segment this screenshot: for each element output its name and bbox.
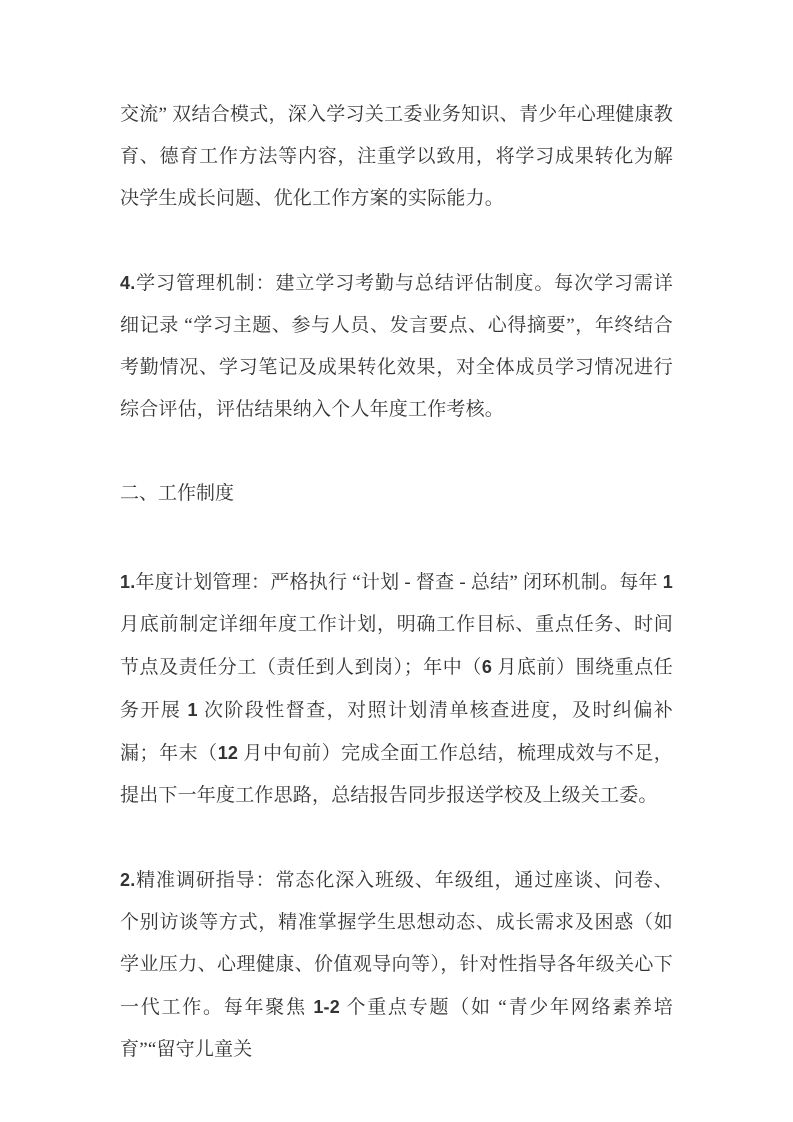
inline-number: 1: [187, 700, 198, 720]
inline-number: 1: [662, 572, 673, 592]
inline-number: 12: [217, 743, 239, 763]
paragraph-precise-research-guidance: 2.精准调研指导：常态化深入班级、年级组，通过座谈、问卷、个别访谈等方式，精准掌握学生思想动态、成长需求及困惑（如学业压力、心理健康、价值观导向等），针对性指导各年级关心下一代工作。每年聚焦 1-2 个重点专题（如 “青少年网络素养培育”“留守儿童关: [120, 870, 673, 1060]
inline-number: 1.: [120, 572, 136, 592]
inline-number: 6: [481, 657, 493, 677]
inline-number: 2.: [120, 870, 136, 890]
inline-number: 4.: [120, 273, 136, 293]
section-heading-work-system: 二、工作制度: [120, 483, 235, 504]
paragraph-learning-management-mechanism: 4.学习管理机制：建立学习考勤与总结评估制度。每次学习需详细记录 “学习主题、参与人员、发言要点、心得摘要”，年终结合考勤情况、学习笔记及成果转化效果，对全体成员学习情况进行综合评估，评估结果纳入个人年度工作考核。: [120, 273, 673, 420]
paragraph-continuation-study-mode: 交流” 双结合模式，深入学习关工委业务知识、青少年心理健康教育、德育工作方法等内容，注重学以致用，将学习成果转化为解决学生成长问题、优化工作方案的实际能力。: [120, 104, 673, 209]
inline-number: 1-2: [313, 997, 340, 1017]
paragraph-annual-plan-management: 1.年度计划管理：严格执行 “计划 - 督查 - 总结” 闭环机制。每年 1 月底前制定详细年度工作计划，明确工作目标、重点任务、时间节点及责任分工（责任到人到岗）；年中（6 月底前）围绕重点任务开展 1 次阶段性督查，对照计划清单核查进度，及时纠偏补漏；年末（12 月中旬前）完成全面工作总结，梳理成效与不足，提出下一年度工作思路，总结报告同步报送学校及上级关工委。: [120, 572, 673, 806]
